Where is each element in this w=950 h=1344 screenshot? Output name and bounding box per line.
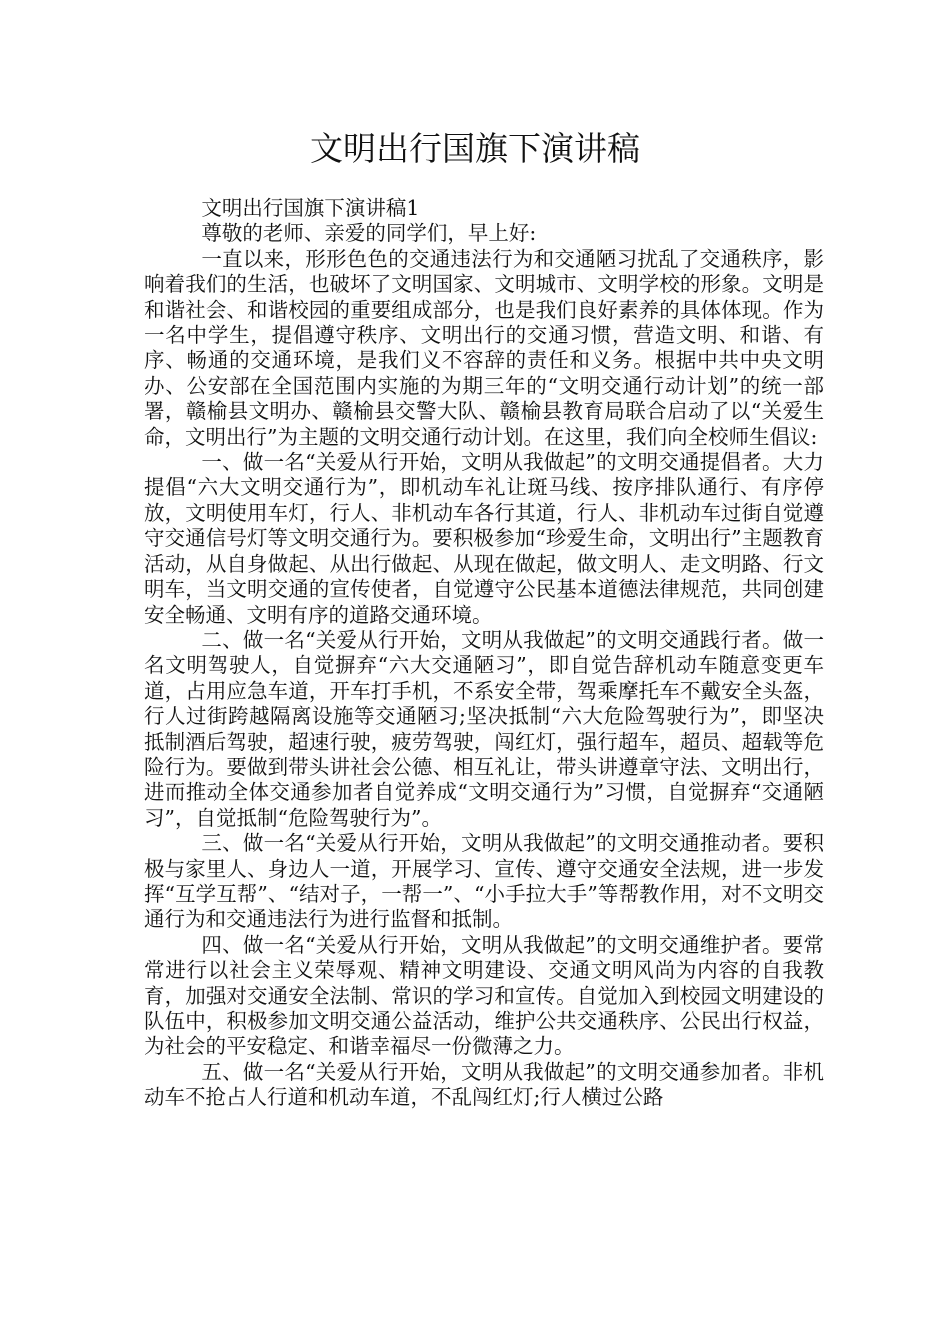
paragraph-point-5: 五、做一名“关爱从行开始，文明从我做起”的文明交通参加者。非机动车不抢占人行道和机动车道，不乱闯红灯;行人横过公路 bbox=[144, 1059, 824, 1110]
document-title: 文明出行国旗下演讲稿 bbox=[310, 129, 640, 168]
paragraph-point-1: 一、做一名“关爱从行开始，文明从我做起”的文明交通提倡者。大力提倡“六大文明交通行为”，即机动车礼让斑马线、按序排队通行、有序停放，文明使用车灯，行人、非机动车各行其道，行人、非机动车过街自觉遵守交通信号灯等文明交通行为。要积极参加“珍爱生命，文明出行”主题教育活动，从自身做起、从出行做起、从现在做起，做文明人、走文明路、行文明车，当文明交通的宣传使者，自觉遵守公民基本道德法律规范，共同创建安全畅通、文明有序的道路交通环境。 bbox=[144, 450, 824, 627]
paragraph-point-2: 二、做一名“关爱从行开始，文明从我做起”的文明交通践行者。做一名文明驾驶人，自觉摒弃“六大交通陋习”，即自觉告辞机动车随意变更车道，占用应急车道，开车打手机，不系安全带，驾乘摩托车不戴安全头盔，行人过街跨越隔离设施等交通陋习;坚决抵制“六大危险驾驶行为”，即坚决抵制酒后驾驶，超速行驶，疲劳驾驶，闯红灯，强行超车，超员、超载等危险行为。要做到带头讲社会公德、相互礼让，带头讲遵章守法、文明出行，进而推动全体交通参加者自觉养成“文明交通行为”习惯，自觉摒弃“交通陋习”，自觉抵制“危险驾驶行为”。 bbox=[144, 627, 824, 830]
paragraph-intro: 一直以来，形形色色的交通违法行为和交通陋习扰乱了交通秩序，影响着我们的生活，也破坏了文明国家、文明城市、文明学校的形象。文明是和谐社会、和谐校园的重要组成部分，也是我们良好素养的具体体现。作为一名中学生，提倡遵守秩序、文明出行的交通习惯，营造文明、和谐、有序、畅通的交通环境，是我们义不容辞的责任和义务。根据中共中央文明办、公安部在全国范围内实施的为期三年的“文明交通行动计划”的统一部署，赣榆县文明办、赣榆县交警大队、赣榆县教育局联合启动了以“关爱生命，文明出行”为主题的文明交通行动计划。在这里，我们向全校师生倡议: bbox=[144, 246, 824, 449]
salutation: 尊敬的老师、亲爱的同学们，早上好: bbox=[201, 221, 537, 246]
paragraph-point-3: 三、做一名“关爱从行开始，文明从我做起”的文明交通推动者。要积极与家里人、身边人一道，开展学习、宣传、遵守交通安全法规，进一步发挥“互学互帮”、“结对子，一帮一”、“小手拉大手”等帮教作用，对不文明交通行为和交通违法行为进行监督和抵制。 bbox=[144, 831, 824, 932]
section-heading: 文明出行国旗下演讲稿1 bbox=[201, 196, 420, 220]
document-body bbox=[144, 196, 824, 1111]
paragraph-point-4: 四、做一名“关爱从行开始，文明从我做起”的文明交通维护者。要常常进行以社会主义荣辱观、精神文明建设、交通文明风尚为内容的自我教育，加强对交通安全法制、常识的学习和宣传。自觉加入到校园文明建设的队伍中，积极参加文明交通公益活动，维护公共交通秩序、公民出行权益，为社会的平安稳定、和谐幸福尽一份微薄之力。 bbox=[144, 932, 824, 1059]
